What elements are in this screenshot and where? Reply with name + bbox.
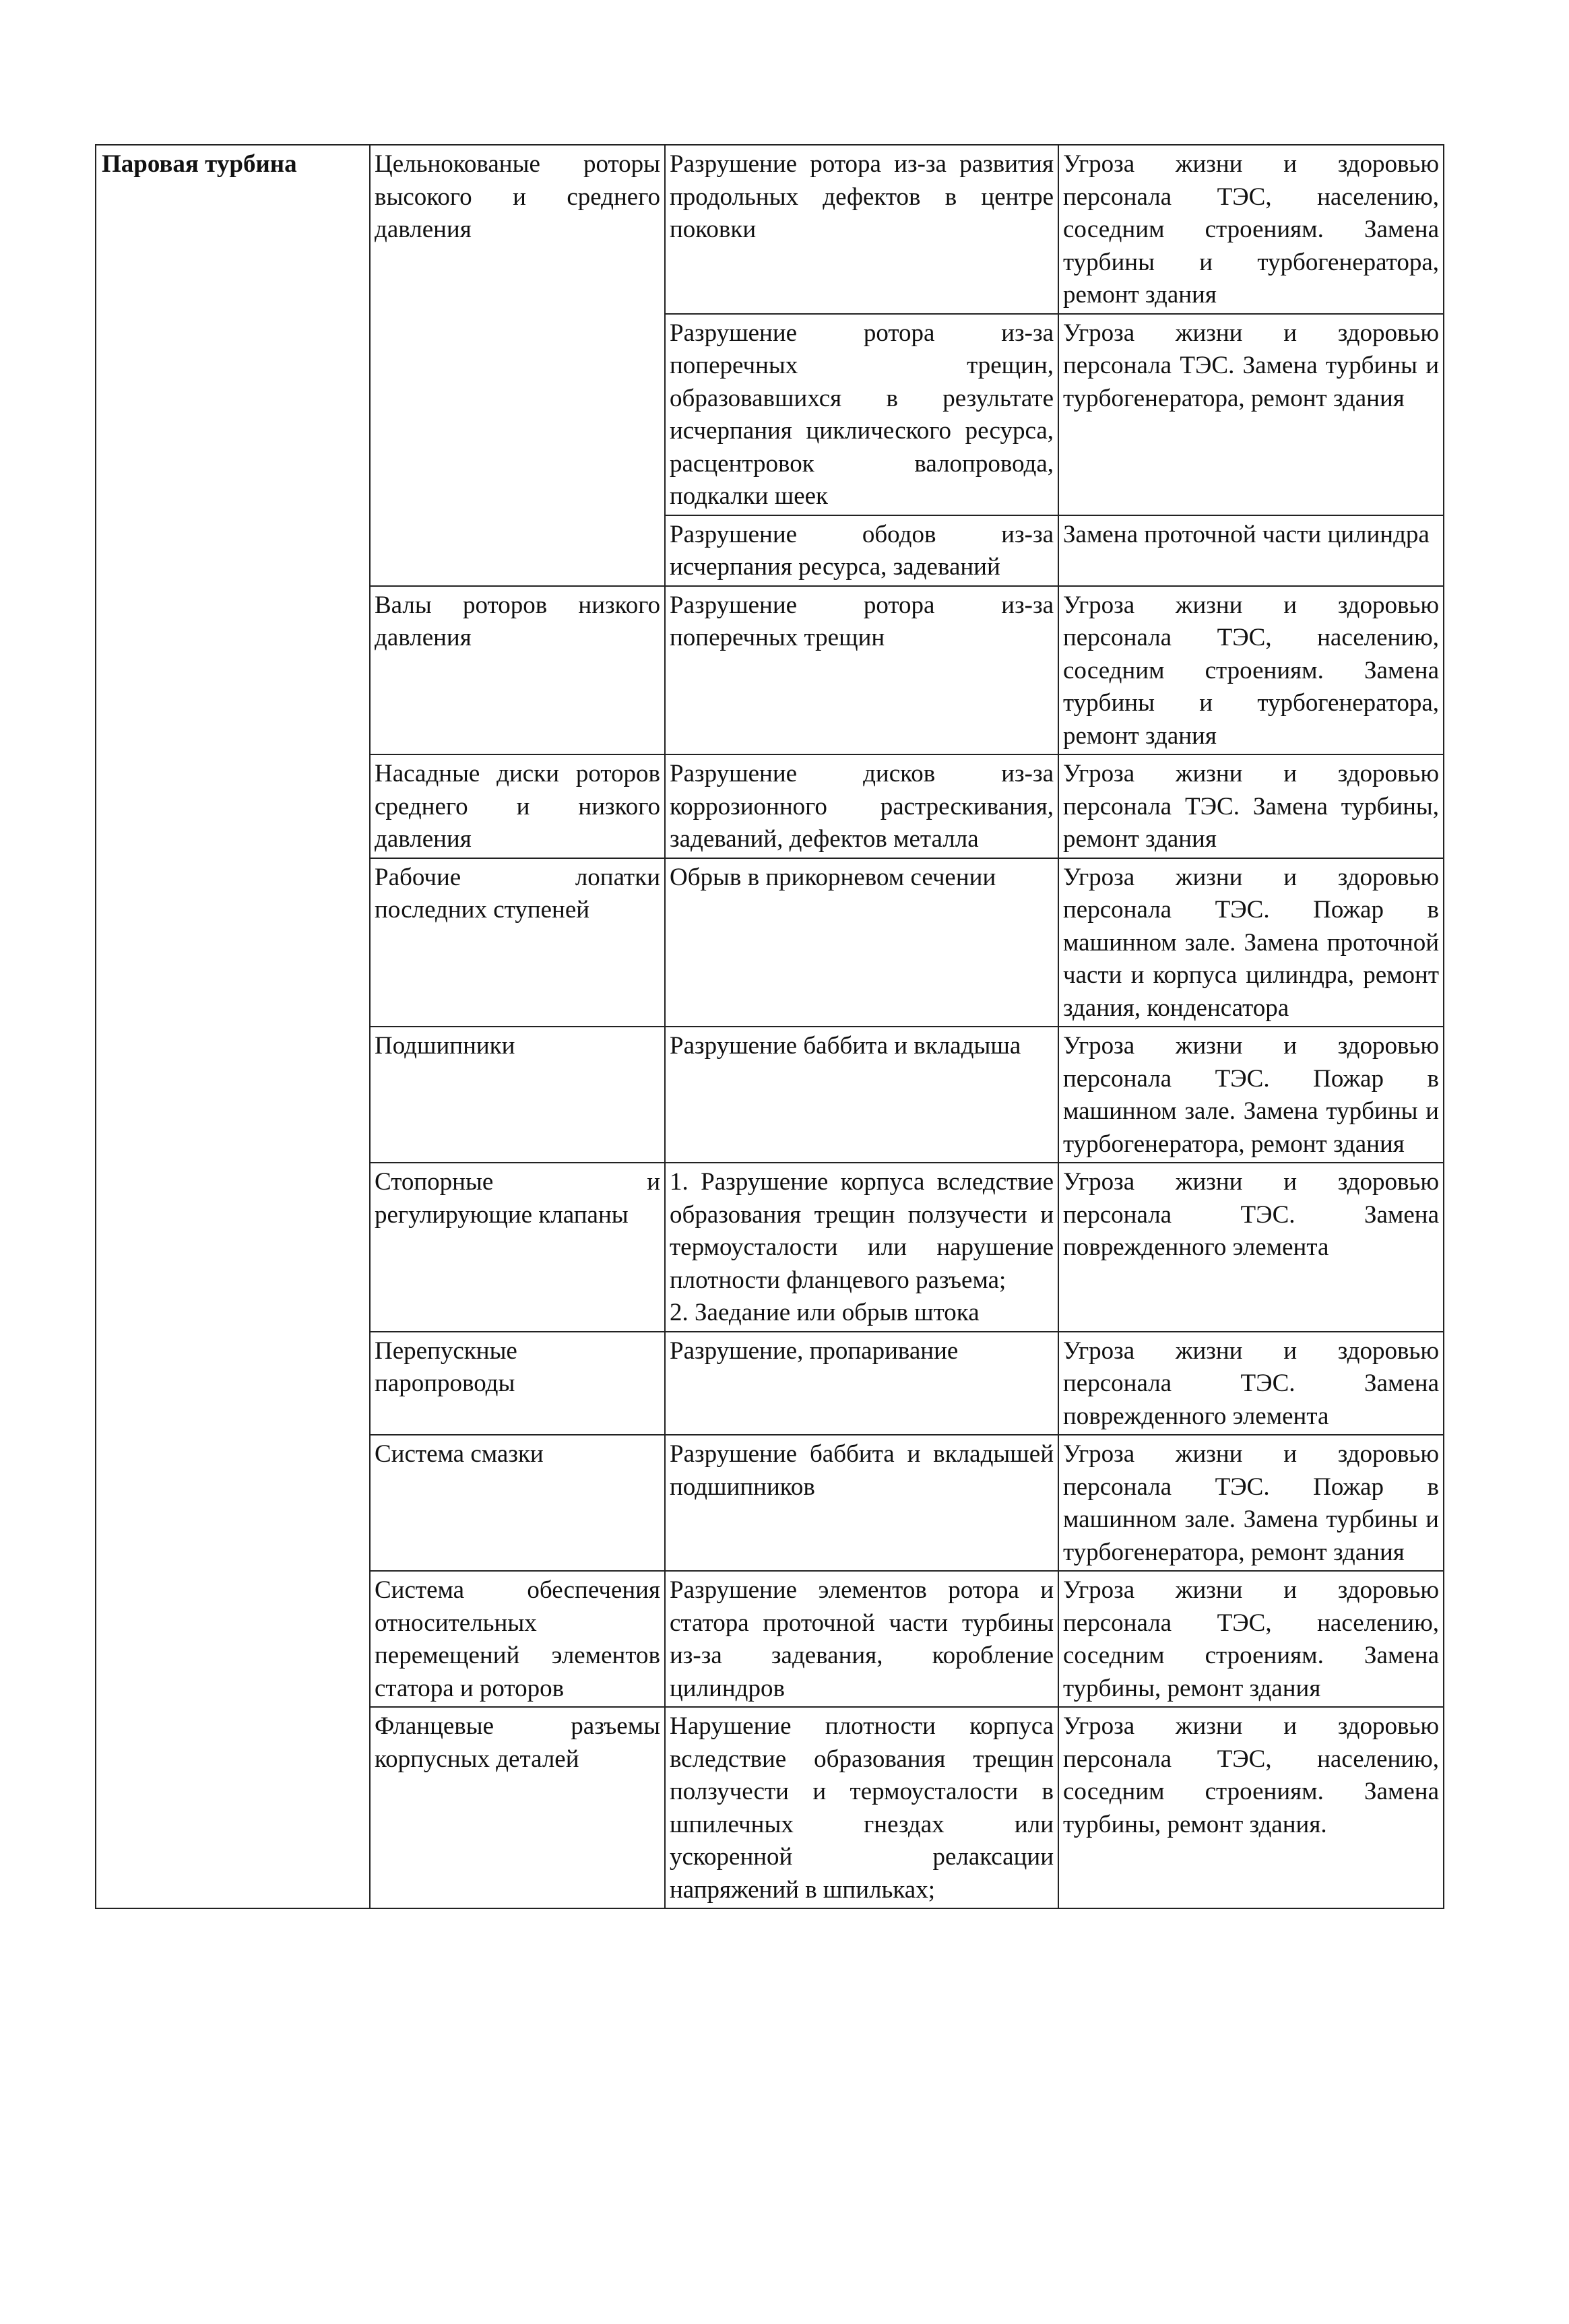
consequence-cell: Угроза жизни и здоровью персонала ТЭС. Замена поврежденного элемента <box>1058 1332 1444 1435</box>
consequence-cell: Угроза жизни и здоровью персонала ТЭС, населению, соседним строениям. Замена турбины и турбогенератора, ремонт здания <box>1058 586 1444 755</box>
failure-cell: Разрушение ротора из-за развития продольных дефектов в центре поковки <box>665 145 1058 314</box>
consequence-cell: Угроза жизни и здоровью персонала ТЭС. Пожар в машинном зале. Замена турбины и турбогенератора, ремонт здания <box>1058 1435 1444 1571</box>
consequence-cell: Замена проточной части цилиндра <box>1058 515 1444 586</box>
failure-cell: Обрыв в прикорневом сечении <box>665 858 1058 1027</box>
element-cell: Система смазки <box>370 1435 665 1571</box>
failure-cell: Разрушение ротора из-за поперечных трещин <box>665 586 1058 755</box>
table-row <box>96 145 1444 314</box>
consequence-cell: Угроза жизни и здоровью персонала ТЭС. Пожар в машинном зале. Замена проточной части и корпуса цилиндра, ремонт здания, конденсатора <box>1058 858 1444 1027</box>
failure-cell: Разрушение баббита и вкладыша <box>665 1027 1058 1163</box>
element-cell: Валы роторов низкого давления <box>370 586 665 755</box>
failure-cell: Разрушение ротора из-за поперечных трещин, образовавшихся в результате исчерпания циклического ресурса, расцентровок валопровода, подкалки шеек <box>665 314 1058 515</box>
failure-cell: Разрушение элементов ротора и статора проточной части турбины из-за задевания, коробление цилиндров <box>665 1571 1058 1707</box>
failure-line: 2. Заедание или обрыв штока <box>670 1299 980 1326</box>
equipment-cell: Паровая турбина <box>96 145 370 1908</box>
element-cell: Фланцевые разъемы корпусных деталей <box>370 1707 665 1908</box>
element-cell: Система обеспечения относительных перемещений элементов статора и роторов <box>370 1571 665 1707</box>
failure-cell: Нарушение плотности корпуса вследствие образования трещин ползучести и термоусталости в шпилечных гнездах или ускоренной релаксации напряжений в шпильках; <box>665 1707 1058 1908</box>
consequence-cell: Угроза жизни и здоровью персонала ТЭС, населению, соседним строениям. Замена турбины и турбогенератора, ремонт здания <box>1058 145 1444 314</box>
consequence-cell: Угроза жизни и здоровью персонала ТЭС. Замена турбины, ремонт здания <box>1058 754 1444 858</box>
consequence-cell: Угроза жизни и здоровью персонала ТЭС, населению, соседним строениям. Замена турбины, ремонт здания <box>1058 1571 1444 1707</box>
consequence-cell: Угроза жизни и здоровью персонала ТЭС, населению, соседним строениям. Замена турбины, ремонт здания. <box>1058 1707 1444 1908</box>
failure-cell: Разрушение дисков из-за коррозионного растрескивания, задеваний, дефектов металла <box>665 754 1058 858</box>
consequence-cell: Угроза жизни и здоровью персонала ТЭС. Замена турбины и турбогенератора, ремонт здания <box>1058 314 1444 515</box>
consequence-cell: Угроза жизни и здоровью персонала ТЭС. Замена поврежденного элемента <box>1058 1163 1444 1332</box>
element-cell: Перепускные паропроводы <box>370 1332 665 1435</box>
failure-cell <box>665 1163 1058 1332</box>
failure-line: 1. Разрушение корпуса вследствие образования трещин ползучести и термоусталости или нарушение плотности фланцевого разъема; <box>670 1168 1054 1294</box>
element-cell: Насадные диски роторов среднего и низкого давления <box>370 754 665 858</box>
consequence-cell: Угроза жизни и здоровью персонала ТЭС. Пожар в машинном зале. Замена турбины и турбогенератора, ремонт здания <box>1058 1027 1444 1163</box>
failure-cell: Разрушение ободов из-за исчерпания ресурса, задеваний <box>665 515 1058 586</box>
element-cell: Цельнокованые роторы высокого и среднего давления <box>370 145 665 586</box>
element-cell: Рабочие лопатки последних ступеней <box>370 858 665 1027</box>
failure-cell: Разрушение, пропаривание <box>665 1332 1058 1435</box>
failure-cell: Разрушение баббита и вкладышей подшипников <box>665 1435 1058 1571</box>
hazard-table <box>95 144 1444 1909</box>
element-cell: Подшипники <box>370 1027 665 1163</box>
element-cell: Стопорные и регулирующие клапаны <box>370 1163 665 1332</box>
